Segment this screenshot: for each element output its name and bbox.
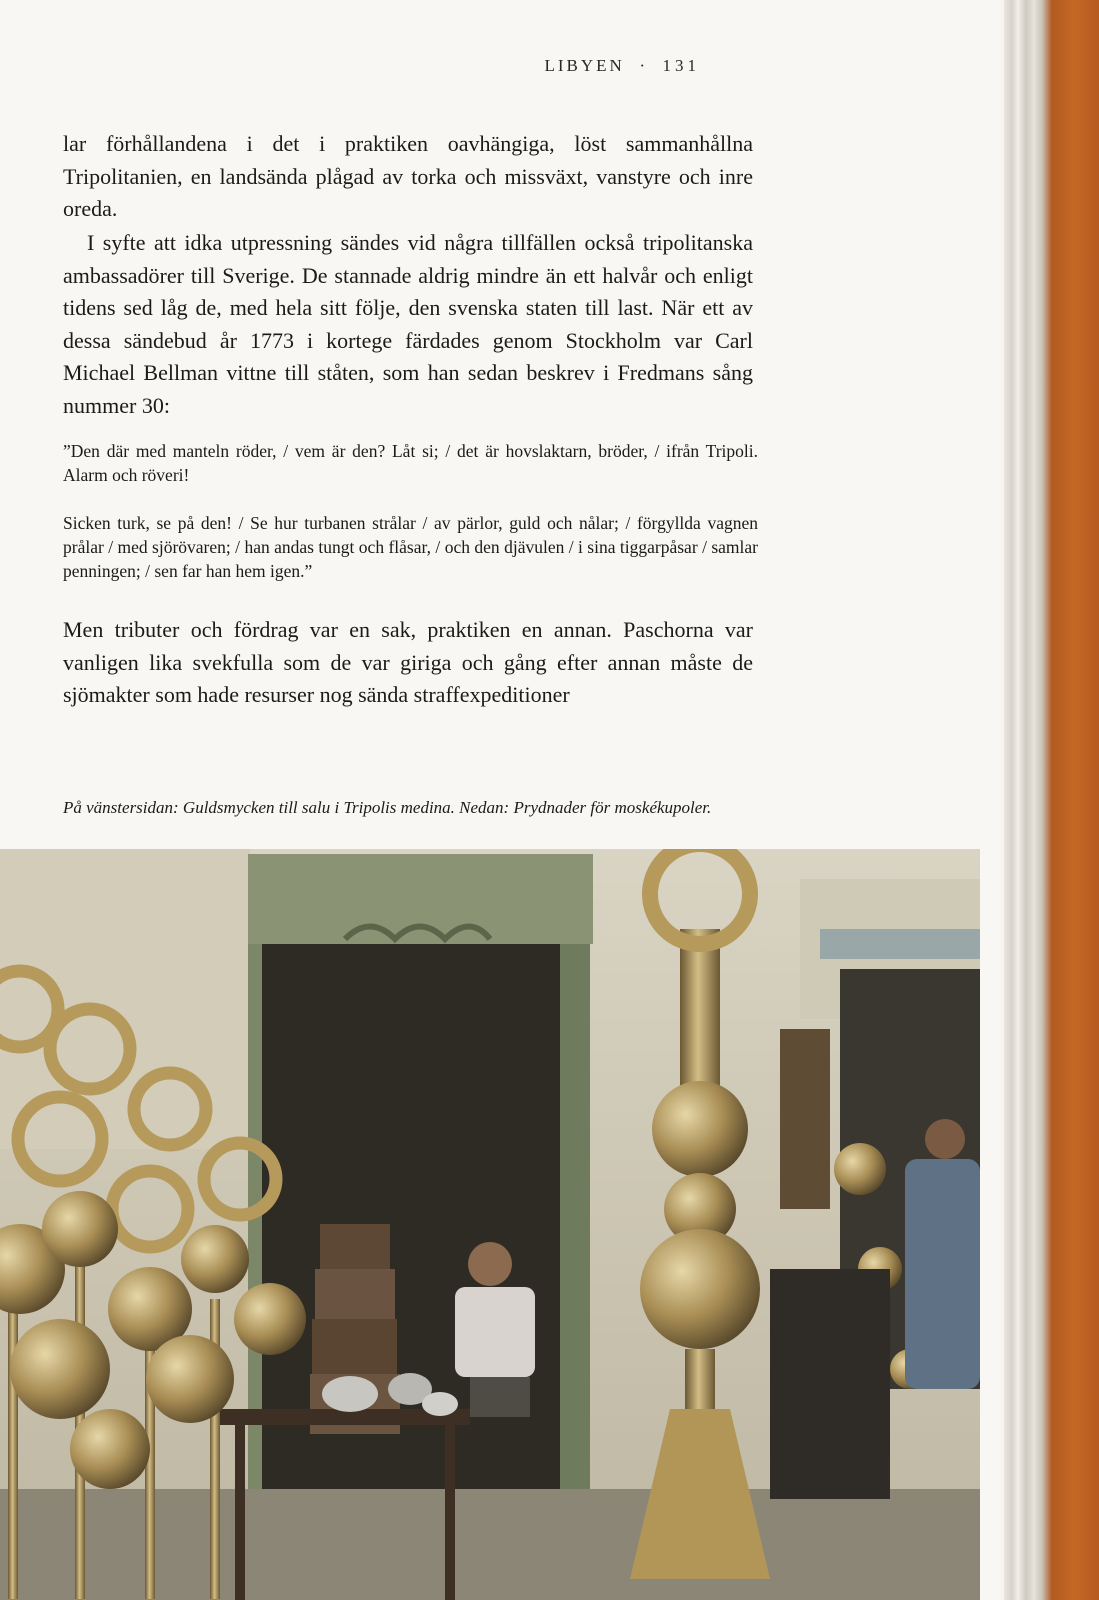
- running-head: [300, 56, 700, 76]
- photo-caption: På vänstersidan: Guldsmycken till salu i Tripolis medina. Nedan: Prydnader för moskékupoler.: [63, 798, 712, 817]
- poem-quote-stanza-1: ”Den där med manteln röder, / vem är den? Låt si; / det är hovslaktarn, bröder, / ifrån Tripoli. Alarm och röveri!: [63, 441, 758, 485]
- book-binding-edge: [1004, 0, 1099, 1600]
- page-number: 131: [662, 56, 700, 75]
- market-photo: [0, 849, 980, 1600]
- section-title: LIBYEN: [544, 56, 625, 75]
- body-paragraph-3: Men tributer och fördrag var en sak, praktiken en annan. Paschorna var vanligen lika svekfulla som de var giriga och gång efter annan måste de sjömakter som hade resurser nog sända straffexpeditioner: [63, 617, 753, 707]
- poem-quote-stanza-2: Sicken turk, se på den! / Se hur turbanen strålar / av pärlor, guld och nålar; / förgyllda vagnen prålar / med sjörövaren; / han andas tungt och flåsar, / och den djävulen / i sina tiggarpåsar / samlar penningen; / sen far han hem igen.”: [63, 513, 758, 581]
- header-separator: ·: [639, 56, 648, 75]
- body-paragraph-2: I syfte att idka utpressning sändes vid några tillfällen också tripolitanska ambassadörer till Sverige. De stannade aldrig mindre än ett halvår och enligt tidens sed låg de, med hela sitt följe, den svenska staten till last. När ett av dessa sändebud år 1773 i kortege färdades genom Stockholm var Carl Michael Bellman vittne till ståten, som han sedan beskrev i Fredmans sång nummer 30:: [63, 230, 753, 418]
- body-paragraph-1: lar förhållandena i det i praktiken oavhängiga, löst sammanhållna Tripolitanien, en landsända plågad av torka och missväxt, vanstyre och inre oreda.: [63, 131, 753, 221]
- photo-market-stall-icon: [0, 849, 980, 1600]
